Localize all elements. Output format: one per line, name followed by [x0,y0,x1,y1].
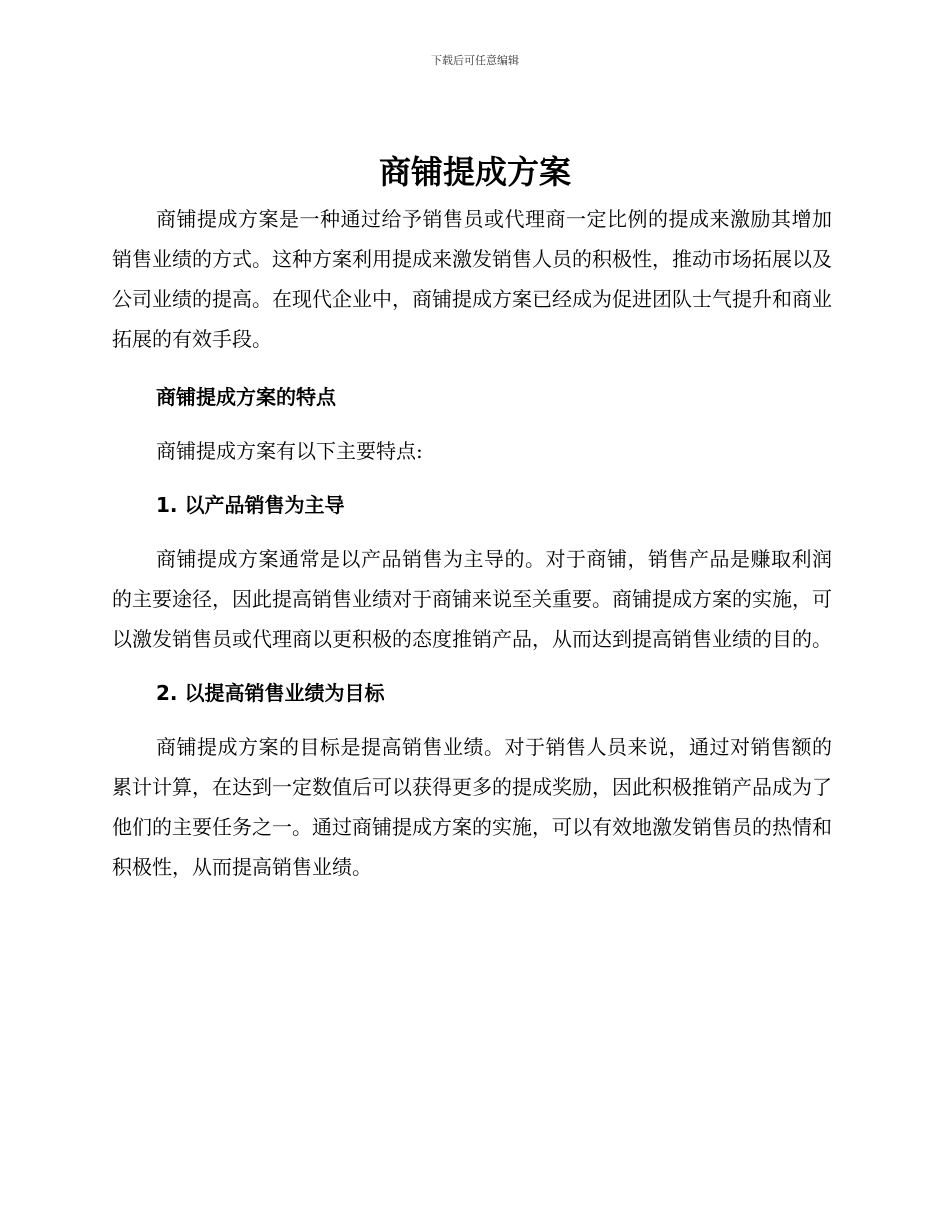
section-intro-paragraph: 商铺提成方案有以下主要特点: [156,439,423,463]
item-paragraph-2: 商铺提成方案的目标是提高销售业绩。对于销售人员来说，通过对销售额的累计计算，在达到一定数值后可以获得更多的提成奖励，因此积极推销产品成为了他们的主要任务之一。通过商铺提成方案的实施，可以有效地激发销售员的热情和积极性，从而提高销售业绩。 [112,735,832,879]
page-header: 下载后可任意编辑 [431,54,519,67]
item-heading-2: 2. 以提高销售业绩为目标 [156,681,385,705]
item-paragraph-1: 商铺提成方案通常是以产品销售为主导的。对于商铺，销售产品是赚取利润的主要途径，因此提高销售业绩对于商铺来说至关重要。商铺提成方案的实施，可以激发销售员或代理商以更积极的态度推销产品，从而达到提高销售业绩的目的。 [112,547,832,651]
document-body [112,199,832,887]
document-title: 商铺提成方案 [378,153,571,191]
item-heading-1: 1. 以产品销售为主导 [156,493,345,517]
section-heading: 商铺提成方案的特点 [156,385,336,409]
intro-paragraph: 商铺提成方案是一种通过给予销售员或代理商一定比例的提成来激励其增加销售业绩的方式。这种方案利用提成来激发销售人员的积极性，推动市场拓展以及公司业绩的提高。在现代企业中，商铺提成方案已经成为促进团队士气提升和商业拓展的有效手段。 [112,207,832,351]
